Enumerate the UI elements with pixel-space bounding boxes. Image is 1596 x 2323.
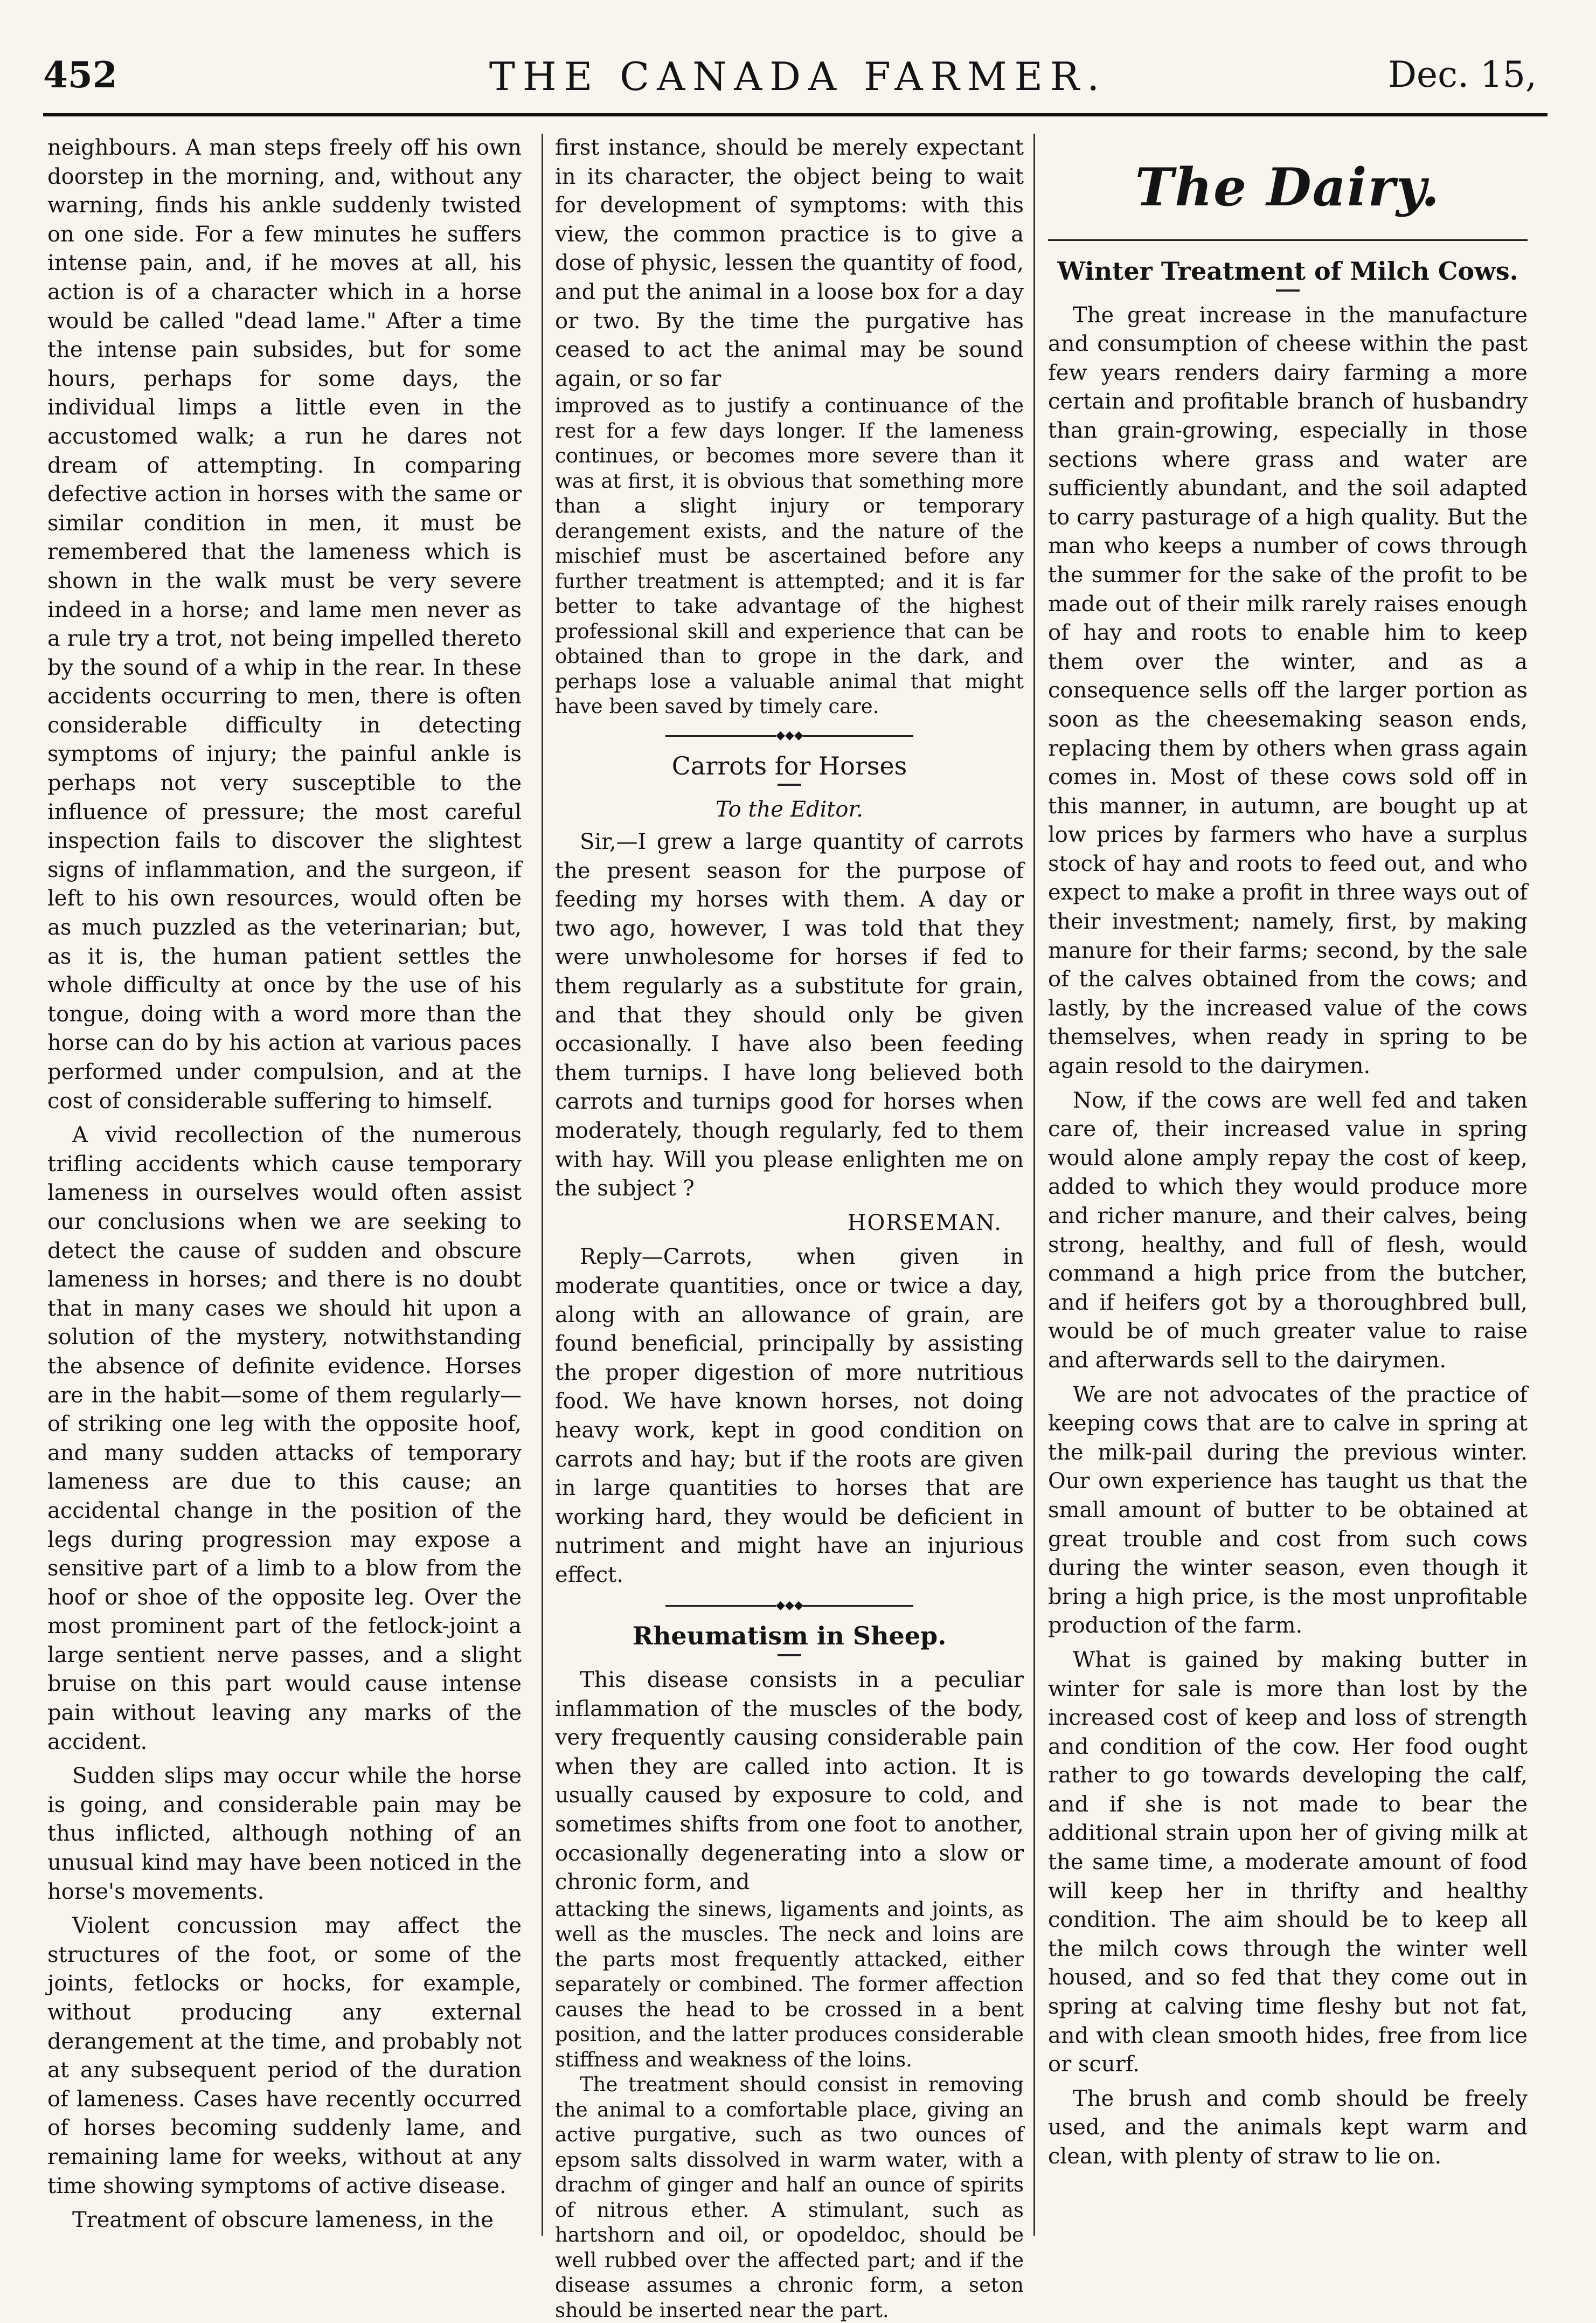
paragraph: The brush and comb should be freely used, and the animals kept warm and clean, with plenty of straw to lie on. xyxy=(1048,2086,1528,2169)
letter-signature: HORSEMAN. xyxy=(847,1210,1002,1235)
paragraph: A vivid recollection of the numerous trifling accidents which cause temporary lameness in ourselves would often assist our conclusions when we are seeking to detect the cause of sudden and obscure lameness in horses; and there is no doubt that in many cases we should hit upon a solution of the mystery, notwithstanding the absence of definite evidence. Horses are in the habit—some of them regularly—of striking one leg with the opposite hoof, and many sudden attacks of temporary lameness are due to this cause; an accidental change in the position of the legs during progression may expose a sensitive part of a limb to a blow from the hoof or shoe of the opposite leg. Over the most prominent part of the fetlock-joint a large sentient nerve passes, and a slight bruise on this part would cause intense pain without leaving any marks of the accident. xyxy=(47,1123,522,1754)
paragraph: improved as to justify a continuance of the rest for a few days longer. If the lameness continues, or becomes more severe than it was at first, it is obvious that something more than a slight injury or temporary derangement exists, and the nature of the mischief must be ascertained before any further treatment is attempted; and it is far better to take advantage of the highest professional skill and experience that can be obtained than to grope in the dark, and perhaps lose a valuable animal that might have been saved by timely care. xyxy=(555,394,1024,718)
paragraph: The great increase in the manufacture and consumption of cheese within the past few years renders dairy farming a more certain and profitable branch of husbandry than grain-growing, especially in those sections where grass and water are sufficiently abundant, and the soil adapted to carry pasturage of a high quality. But the man who keeps a number of cows through the summer for the sake of the profit to be made out of their milk rarely raises enough of hay and roots to enable him to keep them over the winter, and as a consequence sells off the larger portion as soon as the cheesemaking season ends, replacing them by others when grass again comes in. Most of these cows sold off in this manner, in autumn, are bought up at low prices by farmers who have a surplus stock of hay and roots to feed out, and who expect to make a profit in three ways out of their investment; namely, first, by making manure for their farms; second, by the sale of the calves obtained from the cows; and lastly, by the increased value of the cows themselves, when ready in spring to be again resold to the dairymen. xyxy=(1048,302,1528,1079)
masthead-title: THE CANADA FARMER. xyxy=(489,54,1107,99)
column-right xyxy=(1048,134,1528,2236)
page-header xyxy=(0,0,1596,124)
article-title-milch-cows: Winter Treatment of Milch Cows. xyxy=(1057,257,1518,286)
column-middle xyxy=(555,134,1024,2322)
header-rule xyxy=(43,113,1548,116)
paragraph: What is gained by making butter in winter for sale is more than lost by the increased cost of keep and loss of strength and condition of the cow. Her food ought rather to go towards developing the calf, and if she is not made to bear the additional strain upon her of giving milk at the same time, a moderate amount of food will keep her in thrifty and healthy condition. The aim should be to keep all the milch cows through the winter well housed, and so fed that they come out in spring at calving time fleshy but not fat, and with clean smooth hides, free from lice or scurf. xyxy=(1048,1647,1528,2077)
paragraph: Treatment of obscure lameness, in the xyxy=(72,2208,494,2233)
section-ornament: ◆◆◆ xyxy=(665,734,913,738)
section-ornament: ◆◆◆ xyxy=(665,1603,913,1608)
paragraph: This disease consists in a peculiar inflammation of the muscles of the body, very frequently causing considerable pain when they are called into action. It is usually caused by exposure to cold, and sometimes shifts from one foot to another, occasionally degenerating into a slow or chronic form, and xyxy=(555,1668,1024,1895)
column-divider xyxy=(542,134,543,2236)
title-dash xyxy=(778,784,801,786)
paragraph: Now, if the cows are well fed and taken care of, their increased value in spring would alone amply repay the cost of keep, added to which they would produce more and richer manure, and their calves, being strong, healthy, and full of flesh, would command a high price from the butcher, and if heifers got by a thoroughbred bull, would be of much greater value to raise and afterwards sell to the dairymen. xyxy=(1048,1088,1528,1373)
article-title-rheumatism: Rheumatism in Sheep. xyxy=(632,1621,947,1651)
paragraph: first instance, should be merely expectant in its character, the object being to wait for development of symptoms: with this view, the common practice is to give a dose of physic, lessen the quantity of food, and put the animal in a loose box for a day or two. By the time the purgative has ceased to act the animal may be sound again, or so far xyxy=(555,135,1024,391)
letter-paragraph: Sir,—I grew a large quantity of carrots the present season for the purpose of feeding my horses with them. A day or two ago, however, I was told that they were unwholesome for horses if fed to them regularly as a substitute for grain, and that they should only be given occasionally. I have also been feeding them turnips. I have long believed both carrots and turnips good for horses when moderately, though regularly, fed to them with hay. Will you please enlighten me on the subject ? xyxy=(555,829,1024,1201)
column-left xyxy=(47,134,522,2236)
paragraph: Sudden slips may occur while the horse is going, and considerable pain may be thus inflicted, although nothing of an unusual kind may have been noticed in the horse's movements. xyxy=(47,1764,522,1904)
reply-paragraph: Reply—Carrots, when given in moderate quantities, once or twice a day, along with an allowance of grain, are found beneficial, principally by assisting the proper digestion of more nutritious food. We have known horses, not doing heavy work, kept in good condition on carrots and hay; but if the roots are given in large quantities to horses that are working hard, they would be deficient in nutriment and might have an injurious effect. xyxy=(555,1245,1024,1587)
to-editor-line: To the Editor. xyxy=(716,797,863,822)
paragraph: The treatment should consist in removing the animal to a comfortable place, giving an active purgative, such as two ounces of epsom salts dissolved in warm water, with a drachm of ginger and half an ounce of spirits of nitrous ether. A stimulant, such as hartshorn and oil, or opodeldoc, should be well rubbed over the affected part; and if the disease assumes a chronic form, a seton should be inserted near the part. xyxy=(555,2073,1024,2322)
issue-date: Dec. 15, xyxy=(1388,54,1537,95)
page-number: 452 xyxy=(43,54,117,96)
title-dash xyxy=(778,1654,801,1656)
paragraph: neighbours. A man steps freely off his own doorstep in the morning, and, without any warning, finds his ankle suddenly twisted on one side. For a few minutes he suffers intense pain, and, if he moves at all, his action is of a character which in a horse would be called "dead lame." After a time the intense pain subsides, but for some hours, perhaps for some days, the individual limps a little even in the accustomed walk; a run he dares not dream of attempting. In comparing defective action in horses with the same or similar condition in men, it must be remembered that the lameness which is shown in the walk must be very severe indeed in a horse; and lame men never as a rule try a trot, not being impelled thereto by the sound of a whip in the rear. In these accidents occurring to men, there is often considerable difficulty in detecting symptoms of injury; the painful ankle is perhaps not very susceptible to the influence of pressure; the most careful inspection fails to discover the slightest signs of inflammation, and the surgeon, if left to his own resources, would often be as much puzzled as the veterinarian; but, as it is, the human patient settles the whole difficulty at once by the use of his tongue, doing with a word more than the horse can do by his action at various paces performed under compulsion, and at the cost of considerable suffering to himself. xyxy=(47,135,522,1114)
article-title-carrots: Carrots for Horses xyxy=(671,751,907,780)
section-heading-dairy: The Dairy. xyxy=(1135,157,1441,218)
column-divider xyxy=(1033,134,1035,2236)
title-dash xyxy=(1276,289,1300,292)
paragraph: Violent concussion may affect the structures of the foot, or some of the joints, fetlocks or hocks, for example, without producing any external derangement at the time, and probably not at any subsequent period of the duration of lameness. Cases have recently occurred of horses becoming suddenly lame, and remaining lame for weeks, without at any time showing symptoms of active disease. xyxy=(47,1913,522,2198)
paragraph: We are not advocates of the practice of keeping cows that are to calve in spring at the milk-pail during the previous winter. Our own experience has taught us that the small amount of butter to be obtained at great trouble and cost from such cows during the winter season, even though it bring a high price, is the most unprofitable production of the farm. xyxy=(1048,1382,1528,1638)
paragraph: attacking the sinews, ligaments and joints, as well as the muscles. The neck and loins are the parts most frequently attacked, either separately or combined. The former affection causes the head to be crossed in a bent position, and the latter produces considerable stiffness and weakness of the loins. xyxy=(555,1897,1024,2071)
section-rule xyxy=(1048,239,1528,241)
